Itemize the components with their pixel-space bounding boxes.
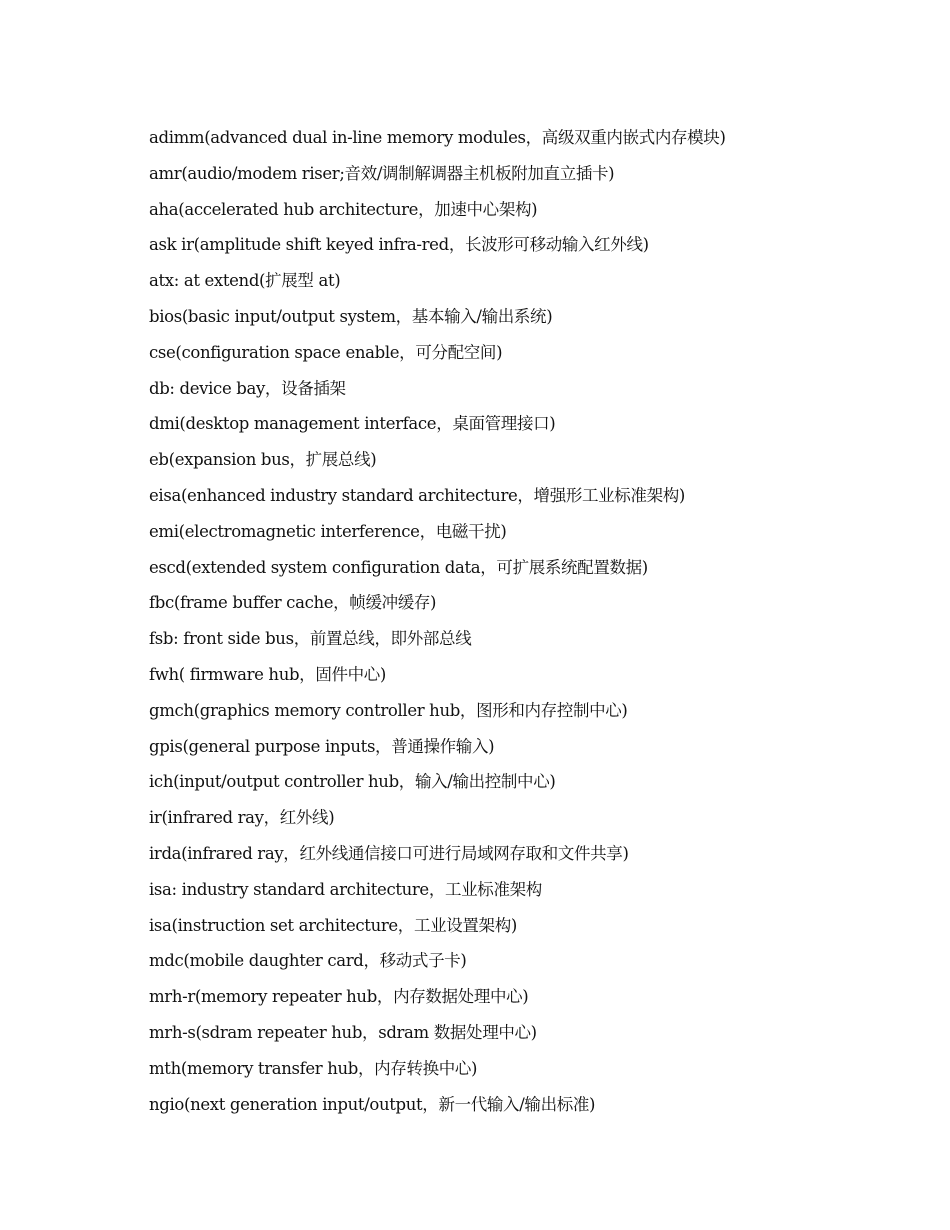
glossary-entry: db: device bay，设备插架 (149, 378, 346, 398)
glossary-entry: fbc(frame buffer cache，帧缓冲缓存) (149, 593, 437, 613)
glossary-entry: gmch(graphics memory controller hub，图形和内存控制中心) (149, 700, 628, 720)
glossary-entry: mrh-s(sdram repeater hub，sdram 数据处理中心) (149, 1022, 537, 1042)
glossary-entry: mdc(mobile daughter card，移动式子卡) (149, 951, 467, 971)
glossary-entry: amr(audio/modem riser;音效/调制解调器主机板附加直立插卡) (149, 163, 615, 183)
glossary-entry: ngio(next generation input/output，新一代输入/输出标准) (149, 1094, 596, 1114)
glossary-entry: cse(configuration space enable，可分配空间) (149, 342, 503, 362)
glossary-entry: isa(instruction set architecture，工业设置架构) (149, 915, 517, 935)
glossary-entry: fsb: front side bus，前置总线，即外部总线 (149, 629, 472, 649)
glossary-entry: emi(electromagnetic interference，电磁干扰) (149, 521, 507, 541)
glossary-entry: aha(accelerated hub architecture，加速中心架构) (149, 199, 538, 219)
glossary-entry: isa: industry standard architecture，工业标准架构 (149, 879, 542, 899)
glossary-entry: eb(expansion bus，扩展总线) (149, 450, 377, 470)
glossary-entry: irda(infrared ray，红外线通信接口可进行局域网存取和文件共享) (149, 843, 629, 863)
glossary-entry: ir(infrared ray，红外线) (149, 808, 335, 828)
glossary-entry: fwh( firmware hub，固件中心) (149, 664, 387, 684)
glossary-entry: escd(extended system configuration data，可扩展系统配置数据) (149, 557, 648, 577)
glossary-entry: bios(basic input/output system，基本输入/输出系统) (149, 306, 553, 326)
glossary-entry: gpis(general purpose inputs，普通操作输入) (149, 736, 495, 756)
glossary-entry: mrh-r(memory repeater hub，内存数据处理中心) (149, 987, 529, 1007)
glossary-entry: adimm(advanced dual in-line memory modules，高级双重内嵌式内存模块) (149, 128, 726, 147)
glossary-list (149, 120, 909, 1122)
glossary-entry: atx: at extend(扩展型 at) (149, 271, 341, 291)
glossary-entry: ask ir(amplitude shift keyed infra-red，长波形可移动输入红外线) (149, 235, 649, 255)
glossary-entry: ich(input/output controller hub，输入/输出控制中心) (149, 772, 556, 792)
glossary-entry: eisa(enhanced industry standard architecture，增强形工业标准架构) (149, 485, 685, 505)
glossary-entry: mth(memory transfer hub，内存转换中心) (149, 1058, 478, 1078)
glossary-entry: dmi(desktop management interface，桌面管理接口) (149, 414, 556, 434)
